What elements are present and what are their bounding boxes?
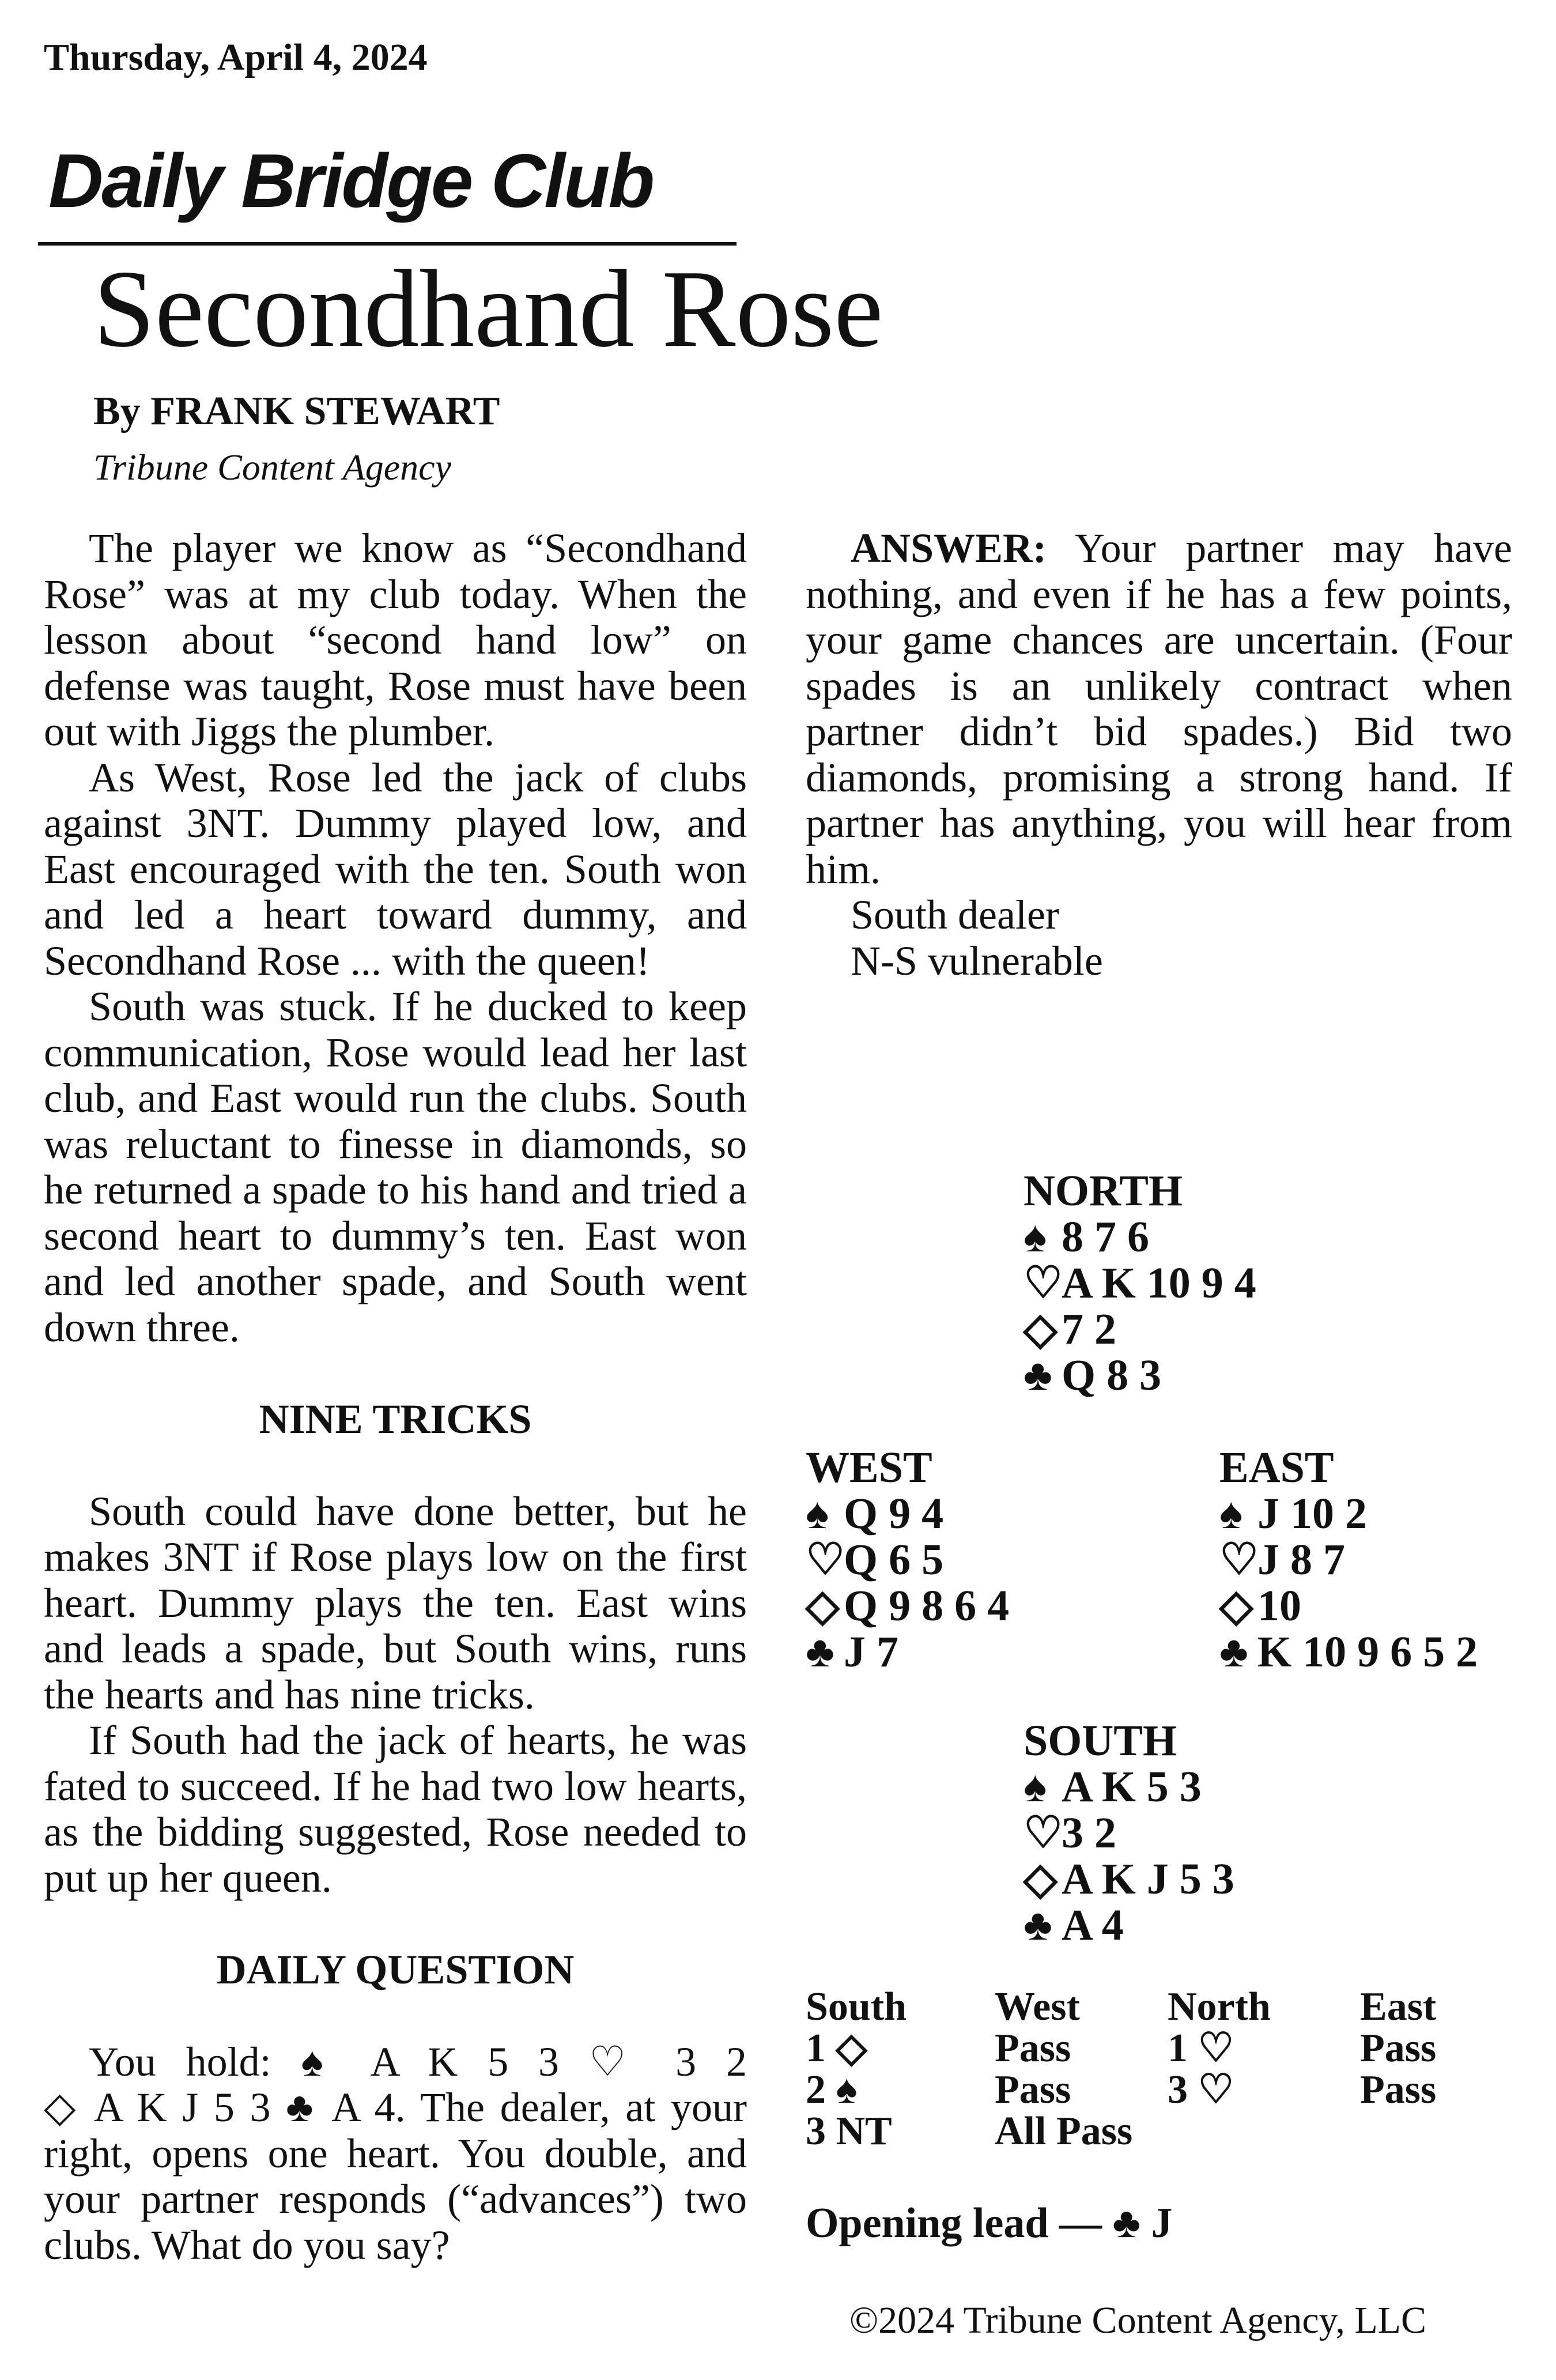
west-clubs: J 7 (844, 1628, 898, 1676)
east-clubs: K 10 9 6 5 2 (1257, 1628, 1478, 1676)
auction-header-row (806, 1986, 1510, 2028)
auction-bid: 1 ♡ (1168, 2026, 1234, 2070)
auction-table (806, 1986, 1510, 2152)
auction-bid (1168, 2111, 1360, 2152)
opening-lead: Opening lead — ♣ J (806, 2200, 1173, 2247)
west-hand (806, 1444, 1009, 1675)
diamond-icon: ◇ (1024, 1855, 1058, 1903)
answer-text: Your partner may have nothing, and even if he has a few points, your game chances are uncertain. (Four spades is an unlikely contract when partner didn’t bid spades.) Bid two diamonds, promising a strong hand. If partner has anything, you will hear from him. (806, 525, 1512, 892)
answer-paragraph (806, 526, 1512, 892)
spade-icon: ♠ (1219, 1489, 1243, 1538)
south-spades: A K 5 3 (1062, 1763, 1202, 1811)
south-label: SOUTH (1024, 1717, 1177, 1765)
auction-bid: 3 ♡ (1168, 2068, 1234, 2112)
vulnerability-line: N-S vulnerable (851, 937, 1103, 984)
west-label: WEST (806, 1443, 932, 1492)
north-spades: 8 7 6 (1062, 1213, 1149, 1261)
club-icon: ♣ (1024, 1901, 1052, 1949)
heart-icon: ♡ (1219, 1536, 1259, 1584)
north-clubs: Q 8 3 (1062, 1351, 1162, 1400)
north-label: NORTH (1024, 1167, 1183, 1215)
south-hand (1024, 1718, 1234, 1948)
section-heading-nine-tricks: NINE TRICKS (259, 1396, 532, 1442)
section-heading-daily-question: DAILY QUESTION (216, 1947, 575, 1993)
question-text: ◇ A K J 5 3 ♣ A 4. The dealer, at your right, opens one heart. You double, and your partner responds (“advances”) two clubs. What do you say? (44, 2084, 747, 2268)
auction-header: East (1360, 1985, 1437, 2029)
diamond-icon: ◇ (1024, 1305, 1058, 1353)
west-spades: Q 9 4 (844, 1489, 944, 1538)
auction-bid: Pass (1360, 2068, 1437, 2112)
dealer-line: South dealer (851, 892, 1059, 938)
auction-header: North (1168, 1985, 1271, 2029)
auction-header: West (995, 1985, 1080, 2029)
west-diamonds: Q 9 8 6 4 (844, 1582, 1010, 1630)
east-spades: J 10 2 (1257, 1489, 1367, 1538)
east-hand (1219, 1444, 1478, 1675)
auction-bid (1360, 2111, 1510, 2152)
auction-row (806, 2028, 1510, 2069)
article-headline: Secondhand Rose (93, 247, 883, 370)
right-column-text (806, 526, 1512, 984)
club-icon: ♣ (806, 1628, 834, 1676)
auction-row (806, 2069, 1510, 2111)
south-clubs: A 4 (1062, 1901, 1124, 1949)
column-masthead: Daily Bridge Club (48, 138, 654, 223)
paragraph-5: If South had the jack of hearts, he was fated to succeed. If he had two low hearts, as the bidding suggested, Rose needed to put up her queen. (44, 1717, 747, 1901)
agency-credit: Tribune Content Agency (93, 447, 451, 488)
auction-bid: Pass (1360, 2026, 1437, 2070)
auction-row (806, 2111, 1510, 2152)
north-hand (1024, 1168, 1256, 1398)
auction-bid: All Pass (995, 2109, 1133, 2153)
west-hearts: Q 6 5 (844, 1536, 944, 1584)
heart-icon: ♡ (1024, 1809, 1063, 1857)
question-line-1: You hold: ♠ A K 5 3 ♡ 3 2 (89, 2038, 747, 2085)
auction-bid: 3 NT (806, 2109, 892, 2153)
south-diamonds: A K J 5 3 (1062, 1855, 1234, 1903)
spade-icon: ♠ (1024, 1213, 1047, 1261)
auction-header: South (806, 1985, 907, 2029)
heart-icon: ♡ (1024, 1259, 1063, 1307)
copyright-notice: ©2024 Tribune Content Agency, LLC (849, 2299, 1427, 2341)
spade-icon: ♠ (1024, 1763, 1047, 1811)
paragraph-2: As West, Rose led the jack of clubs against 3NT. Dummy played low, and East encouraged with the ten. South won and led a heart toward dummy, and Secondhand Rose ... with the queen! (44, 754, 747, 984)
auction-bid: Pass (995, 2026, 1071, 2070)
diamond-icon: ◇ (806, 1582, 840, 1630)
north-diamonds: 7 2 (1062, 1305, 1116, 1353)
heart-icon: ♡ (806, 1536, 845, 1584)
spade-icon: ♠ (806, 1489, 829, 1538)
east-hearts: J 8 7 (1257, 1536, 1345, 1584)
auction-bid: 1 ◇ (806, 2026, 867, 2070)
paragraph-4: South could have done better, but he makes 3NT if Rose plays low on the first heart. Dummy plays the ten. East wins and leads a spade, but South wins, runs the hearts and has nine tricks. (44, 1488, 747, 1718)
north-hearts: A K 10 9 4 (1062, 1259, 1256, 1307)
auction-bid: 2 ♠ (806, 2068, 858, 2112)
diamond-icon: ◇ (1219, 1582, 1253, 1630)
issue-date: Thursday, April 4, 2024 (44, 36, 428, 78)
auction-bid: Pass (995, 2068, 1071, 2112)
club-icon: ♣ (1024, 1351, 1052, 1400)
paragraph-1: The player we know as “Secondhand Rose” was at my club today. When the lesson about “second hand low” on defense was taught, Rose must have been out with Jiggs the plumber. (44, 525, 747, 755)
club-icon: ♣ (1219, 1628, 1248, 1676)
south-hearts: 3 2 (1062, 1809, 1116, 1857)
masthead-rule (38, 242, 737, 246)
east-diamonds: 10 (1257, 1582, 1301, 1630)
east-label: EAST (1219, 1443, 1334, 1492)
paragraph-3: South was stuck. If he ducked to keep communication, Rose would lead her last club, and East would run the clubs. South was reluctant to finesse in diamonds, so he returned a spade to his hand and tried a second heart to dummy’s ten. East won and led another spade, and South went down three. (44, 983, 747, 1351)
byline: By FRANK STEWART (93, 389, 500, 433)
left-column (44, 526, 747, 2268)
answer-label: ANSWER: (851, 525, 1047, 571)
